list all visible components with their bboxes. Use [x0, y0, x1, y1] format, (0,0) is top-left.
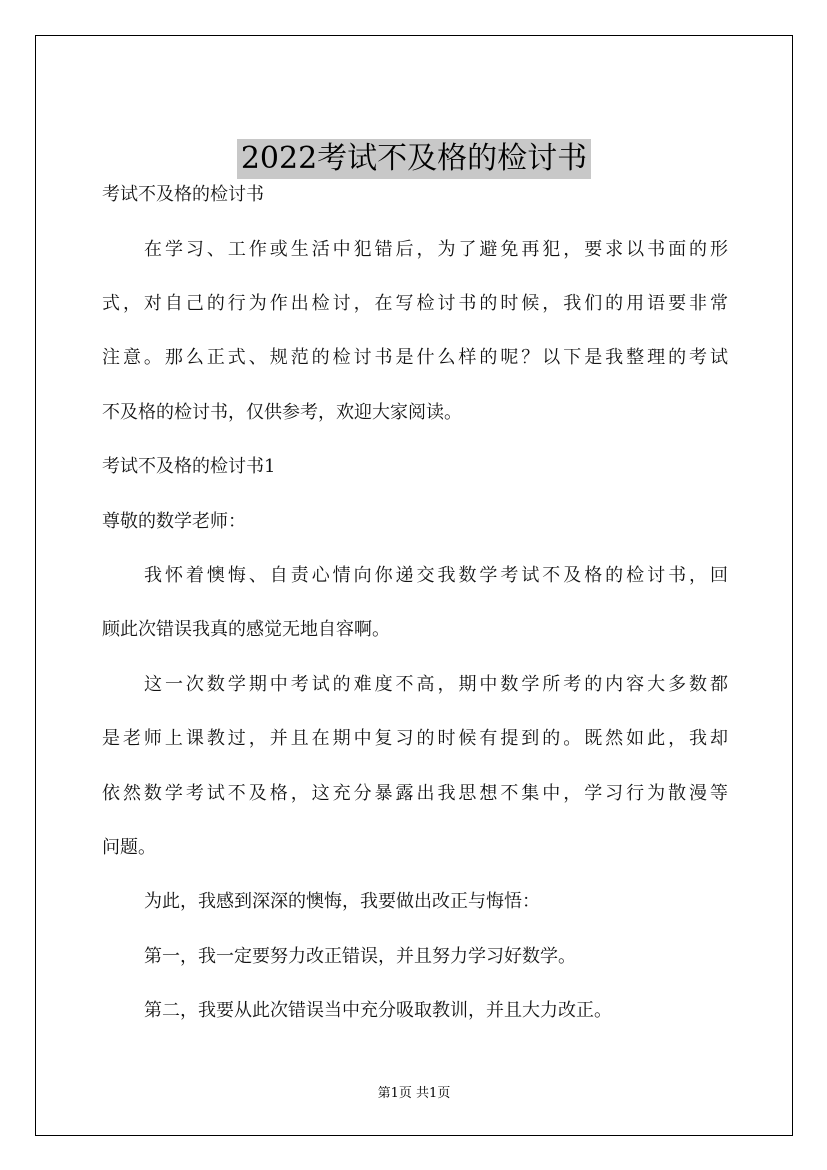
subtitle: 考试不及格的检讨书 [102, 184, 264, 205]
intro-line-1: 在学习、工作或生活中犯错后，为了避免再犯，要求以书面的形 [144, 239, 728, 260]
para5: 第二，我要从此次错误当中充分吸取教训，并且大力改正。 [144, 1000, 612, 1021]
para3: 为此，我感到深深的懊悔，我要做出改正与悔悟： [144, 891, 540, 912]
title-wrap [36, 139, 792, 179]
document-title: 2022考试不及格的检讨书 [237, 139, 591, 179]
salutation: 尊敬的数学老师： [102, 511, 246, 532]
intro-line-2: 式，对自己的行为作出检讨，在写检讨书的时候，我们的用语要非常 [102, 293, 728, 314]
intro-line-4: 不及格的检讨书，仅供参考，欢迎大家阅读。 [102, 402, 462, 423]
para2-line-4: 问题。 [102, 837, 156, 858]
document-page [35, 35, 793, 1136]
para1-line-2: 顾此次错误我真的感觉无地自容啊。 [102, 619, 390, 640]
para2-line-1: 这一次数学期中考试的难度不高，期中数学所考的内容大多数都 [144, 674, 728, 695]
intro-line-3: 注意。那么正式、规范的检讨书是什么样的呢？以下是我整理的考试 [102, 347, 728, 368]
para1-line-1: 我怀着懊悔、自责心情向你递交我数学考试不及格的检讨书，回 [144, 565, 728, 586]
page-footer: 第1页 共1页 [377, 1086, 451, 1101]
para4: 第一，我一定要努力改正错误，并且努力学习好数学。 [144, 946, 576, 967]
para2-line-3: 依然数学考试不及格，这充分暴露出我思想不集中，学习行为散漫等 [102, 783, 728, 804]
section-heading: 考试不及格的检讨书1 [102, 456, 276, 477]
para2-line-2: 是老师上课教过，并且在期中复习的时候有提到的。既然如此，我却 [102, 728, 728, 749]
